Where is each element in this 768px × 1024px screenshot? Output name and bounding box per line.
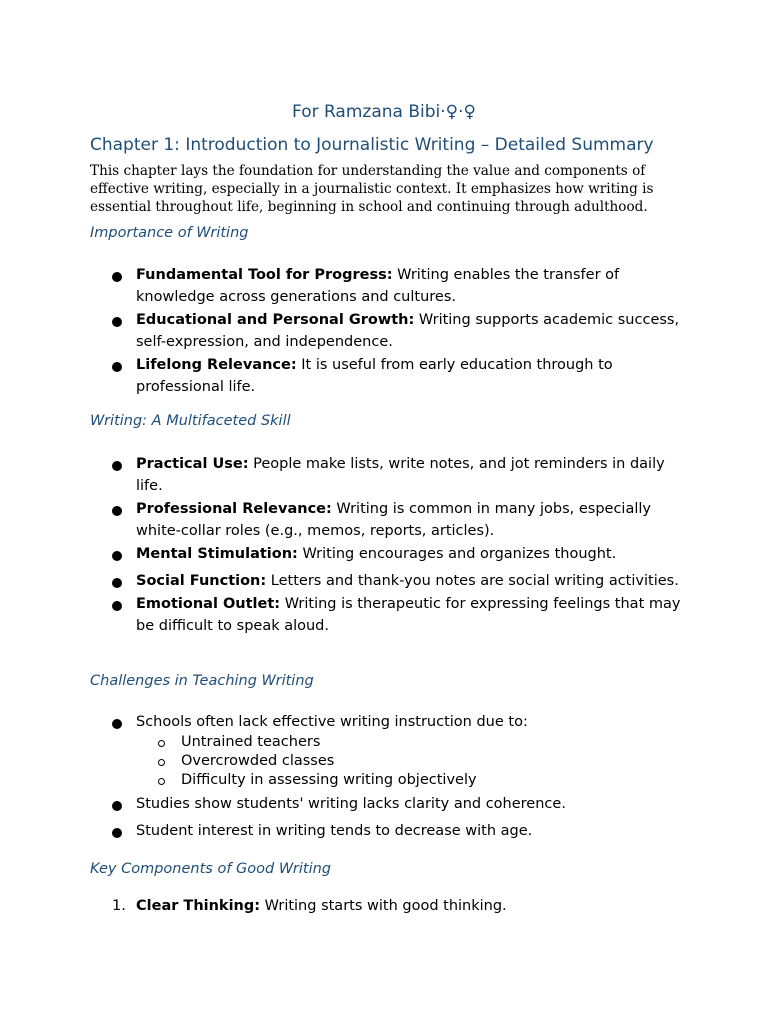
item-text: Writing supports academic success, self-expression, and independence. xyxy=(136,312,680,350)
section-heading-key-components: Key Components of Good Writing xyxy=(90,861,332,877)
bullet-icon xyxy=(112,828,122,838)
importance-list xyxy=(90,264,690,398)
intro-paragraph: This chapter lays the foundation for understanding the value and components of effective writing, especially in a journalistic context. It emphasizes how writing is essential throughout life, beginning in school and continuing through adulthood. xyxy=(90,163,654,215)
item-text: Writing starts with good thinking. xyxy=(260,898,507,914)
chapter-title: Chapter 1: Introduction to Journalistic Writing – Detailed Summary xyxy=(90,135,654,155)
sub-item-text: Difficulty in assessing writing objectively xyxy=(181,772,477,788)
challenges-list xyxy=(90,711,690,842)
list-item xyxy=(90,570,690,592)
hollow-bullet-icon xyxy=(158,740,165,747)
item-text: People make lists, write notes, and jot reminders in daily life. xyxy=(136,456,665,494)
bullet-icon xyxy=(112,801,122,811)
list-item xyxy=(90,593,690,637)
sub-item-text: Untrained teachers xyxy=(181,734,321,750)
sub-list-item xyxy=(136,733,690,752)
sub-list-item xyxy=(136,771,690,790)
item-term: Mental Stimulation: xyxy=(136,546,298,562)
list-item xyxy=(90,895,690,917)
item-text: Writing encourages and organizes thought. xyxy=(297,546,617,562)
item-term: Emotional Outlet: xyxy=(136,596,281,612)
sub-list-item xyxy=(136,752,690,771)
bullet-icon xyxy=(112,461,122,471)
list-item xyxy=(90,453,690,497)
section-heading-multifaceted: Writing: A Multifaceted Skill xyxy=(90,413,291,429)
list-item xyxy=(90,793,690,815)
item-term: Educational and Personal Growth: xyxy=(136,312,415,328)
hollow-bullet-icon xyxy=(158,759,165,766)
bullet-icon xyxy=(112,551,122,561)
bullet-icon xyxy=(112,362,122,372)
item-term: Social Function: xyxy=(136,573,267,589)
sub-list xyxy=(136,733,690,790)
item-text: Letters and thank-you notes are social writing activities. xyxy=(266,573,679,589)
item-term: Clear Thinking: xyxy=(136,898,261,914)
item-text: Writing is therapeutic for expressing feelings that may be difficult to speak aloud. xyxy=(136,596,681,634)
list-item xyxy=(90,354,690,398)
bullet-icon xyxy=(112,317,122,327)
section-heading-importance: Importance of Writing xyxy=(90,225,249,241)
item-term: Practical Use: xyxy=(136,456,249,472)
item-term: Professional Relevance: xyxy=(136,501,332,517)
item-text: Writing enables the transfer of knowledge across generations and cultures. xyxy=(136,267,620,305)
item-term: Lifelong Relevance: xyxy=(136,357,297,373)
hollow-bullet-icon xyxy=(158,778,165,785)
bullet-icon xyxy=(112,506,122,516)
item-text: Student interest in writing tends to decrease with age. xyxy=(136,823,533,839)
list-item xyxy=(90,543,690,565)
item-term: Fundamental Tool for Progress: xyxy=(136,267,393,283)
list-item xyxy=(90,820,690,842)
list-item xyxy=(90,264,690,308)
key-components-list xyxy=(90,895,690,917)
bullet-icon xyxy=(112,601,122,611)
bullet-icon xyxy=(112,719,122,729)
bullet-icon xyxy=(112,578,122,588)
item-text: Writing is common in many jobs, especially white-collar roles (e.g., memos, reports, articles). xyxy=(136,501,651,539)
section-heading-challenges: Challenges in Teaching Writing xyxy=(90,673,314,689)
item-text: Studies show students' writing lacks clarity and coherence. xyxy=(136,796,566,812)
bullet-icon xyxy=(112,272,122,282)
list-item xyxy=(90,498,690,542)
dedication-line: For Ramzana Bibi·♀·♀ xyxy=(292,102,476,122)
multifaceted-list xyxy=(90,453,690,637)
item-text: It is useful from early education through to professional life. xyxy=(136,357,613,395)
list-item xyxy=(90,711,690,790)
sub-item-text: Overcrowded classes xyxy=(181,753,335,769)
item-number: 1. xyxy=(112,898,126,914)
item-text: Schools often lack effective writing instruction due to: xyxy=(136,714,528,730)
list-item xyxy=(90,309,690,353)
